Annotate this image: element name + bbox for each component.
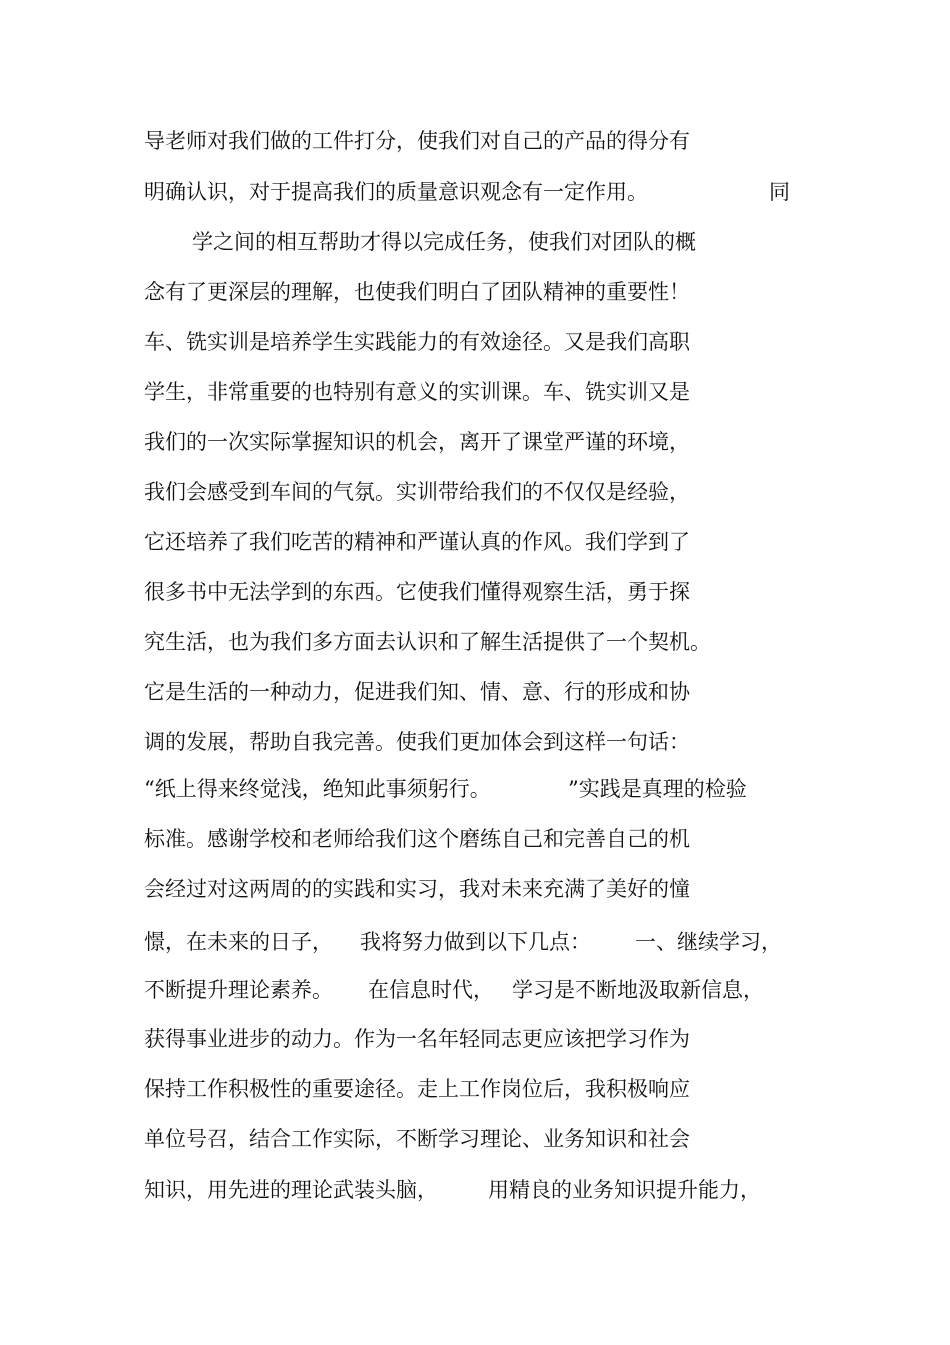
text-line: 保持工作积极性的重要途径。走上工作岗位后，我积极响应: [144, 1077, 690, 1101]
text-line: 明确认识，对于提高我们的质量意识观念有一定作用。: [144, 180, 648, 204]
text-line: 在信息时代，: [368, 978, 494, 1002]
text-line: 很多书中无法学到的东西。它使我们懂得观察生活，勇于探: [144, 580, 690, 604]
text-line: 憬，在未来的日子，: [144, 930, 333, 954]
text-line: 获得事业进步的动力。作为一名年轻同志更应该把学习作为: [144, 1027, 690, 1051]
text-line: 车、铣实训是培养学生实践能力的有效途径。又是我们高职: [144, 330, 690, 354]
text-line: 学之间的相互帮助才得以完成任务，使我们对团队的概: [192, 230, 696, 254]
text-line: 念有了更深层的理解，也使我们明白了团队精神的重要性！: [144, 280, 690, 304]
text-line: 我将努力做到以下几点：: [360, 930, 591, 954]
text-line: 一、继续学习，: [635, 930, 782, 954]
text-line: 它还培养了我们吃苦的精神和严谨认真的作风。我们学到了: [144, 530, 690, 554]
text-line: 它是生活的一种动力，促进我们知、情、意、行的形成和协: [144, 680, 690, 704]
text-line: 学习是不断地汲取新信息，: [512, 978, 764, 1002]
text-line: ”实践是真理的检验: [568, 777, 747, 801]
text-line: 我们会感受到车间的气氛。实训带给我们的不仅仅是经验，: [144, 480, 690, 504]
text-line: 我们的一次实际掌握知识的机会，离开了课堂严谨的环境，: [144, 430, 690, 454]
text-line: 导老师对我们做的工件打分，使我们对自己的产品的得分有: [144, 129, 690, 153]
text-line: 同: [769, 180, 790, 204]
text-line: 标准。感谢学校和老师给我们这个磨练自己和完善自己的机: [144, 827, 690, 851]
text-line: 会经过对这两周的的实践和实习，我对未来充满了美好的憧: [144, 877, 690, 901]
text-line: 用精良的业务知识提升能力，: [488, 1178, 761, 1202]
text-line: 知识，用先进的理论武装头脑，: [144, 1178, 438, 1202]
text-line: 学生，非常重要的也特别有意义的实训课。车、铣实训又是: [144, 380, 690, 404]
text-line: “纸上得来终觉浅，绝知此事须躬行。: [144, 777, 491, 801]
text-line: 究生活，也为我们多方面去认识和了解生活提供了一个契机。: [144, 630, 711, 654]
text-line: 调的发展，帮助自我完善。使我们更加体会到这样一句话：: [144, 730, 690, 754]
text-line: 不断提升理论素养。: [144, 978, 333, 1002]
text-line: 单位号召，结合工作实际，不断学习理论、业务知识和社会: [144, 1127, 690, 1151]
